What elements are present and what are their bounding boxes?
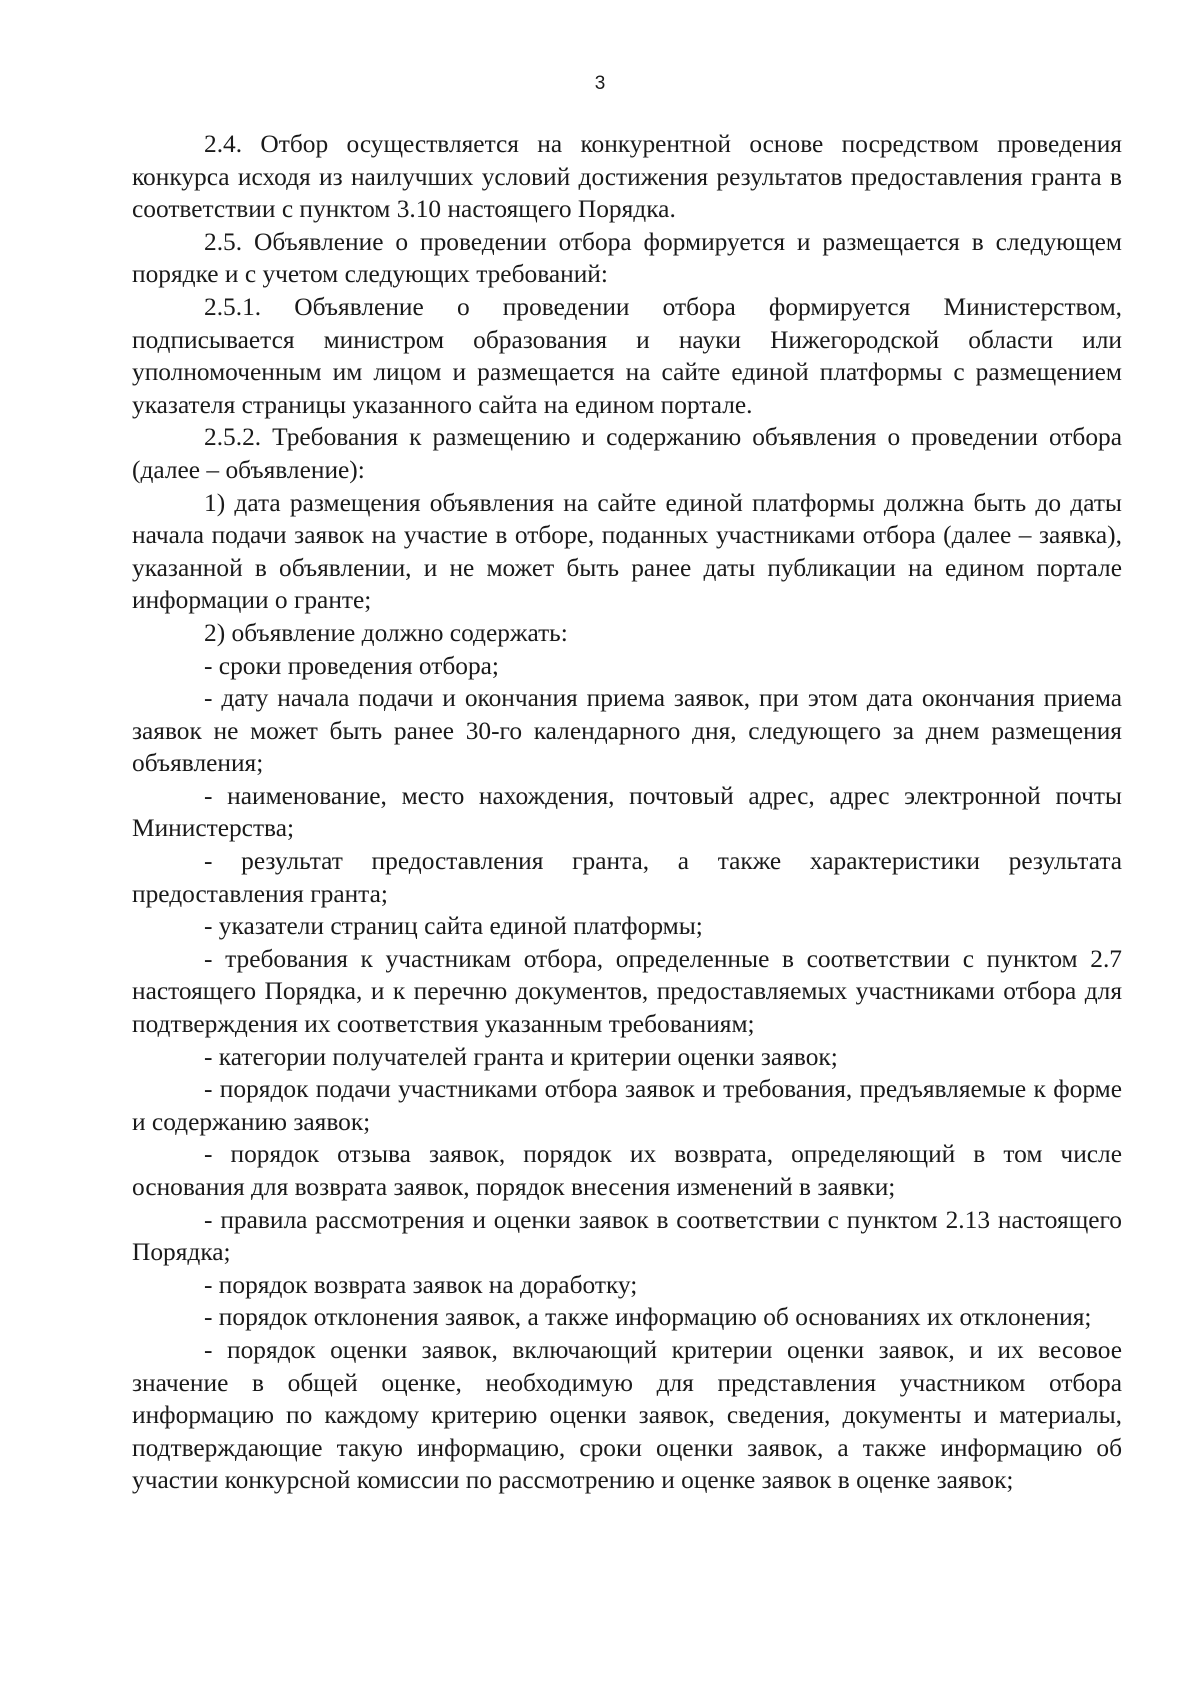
list-item: - сроки проведения отбора;: [204, 651, 499, 680]
paragraph-2-5-2: 2.5.2. Требования к размещению и содержанию объявления о проведении отбора (далее – объявление):: [132, 423, 1122, 484]
list-item: 2) объявление должно содержать:: [204, 618, 568, 647]
list-item: 1) дата размещения объявления на сайте единой платформы должна быть до даты начала подачи заявок на участие в отборе, поданных участниками отбора (далее – заявка), указанной в объявлении, и не может быть ранее даты публикации на едином портале информации о гранте;: [132, 488, 1122, 615]
list-item: - указатели страниц сайта единой платформы;: [204, 912, 703, 941]
list-item: - наименование, место нахождения, почтовый адрес, адрес электронной почты Министерства;: [132, 781, 1122, 843]
list-item: - результат предоставления гранта, а также характеристики результата предоставления гранта;: [132, 847, 1122, 908]
paragraph-2-5: 2.5. Объявление о проведении отбора формируется и размещается в следующем порядке и с учетом следующих требований:: [132, 227, 1122, 289]
paragraph-2-5-1: 2.5.1. Объявление о проведении отбора формируется Министерством, подписывается министром образования и науки Нижегородской области или уполномоченным им лицом и размещается на сайте единой платформы с размещением указателя страницы указанного сайта на едином портале.: [132, 292, 1122, 419]
list-item: - порядок отклонения заявок, а также информацию об основаниях их отклонения;: [204, 1303, 1092, 1332]
list-item: - порядок подачи участниками отбора заявок и требования, предъявляемые к форме и содержанию заявок;: [132, 1075, 1122, 1136]
paragraph-2-4: 2.4. Отбор осуществляется на конкурентной основе посредством проведения конкурса исходя из наилучших условий достижения результатов предоставления гранта в соответствии с пунктом 3.10 настоящего Порядка.: [132, 130, 1122, 224]
list-item: - категории получателей гранта и критерии оценки заявок;: [204, 1042, 838, 1071]
list-item: - порядок оценки заявок, включающий критерии оценки заявок, и их весовое значение в общей оценке, необходимую для представления участником отбора информацию по каждому критерию оценки заявок, сведения, документы и материалы, подтверждающие такую информацию, сроки оценки заявок, а также информацию об участии конкурсной комиссии по рассмотрению и оценке заявок в оценке заявок;: [132, 1335, 1122, 1495]
document-body: [132, 128, 1122, 1497]
page-number: 3: [594, 73, 606, 94]
list-item: - требования к участникам отбора, определенные в соответствии с пунктом 2.7 настоящего Порядка, и к перечню документов, предоставляемых участниками отбора для подтверждения их соответствия указанным требованиям;: [132, 944, 1122, 1039]
list-item: - порядок возврата заявок на доработку;: [204, 1270, 638, 1299]
list-item: - правила рассмотрения и оценки заявок в соответствии с пунктом 2.13 настоящего Порядка;: [132, 1205, 1122, 1267]
list-item: - порядок отзыва заявок, порядок их возврата, определяющий в том числе основания для возврата заявок, порядок внесения изменений в заявки;: [132, 1140, 1122, 1201]
list-item: - дату начала подачи и окончания приема заявок, при этом дата окончания приема заявок не может быть ранее 30-го календарного дня, следующего за днем размещения объявления;: [132, 684, 1122, 778]
